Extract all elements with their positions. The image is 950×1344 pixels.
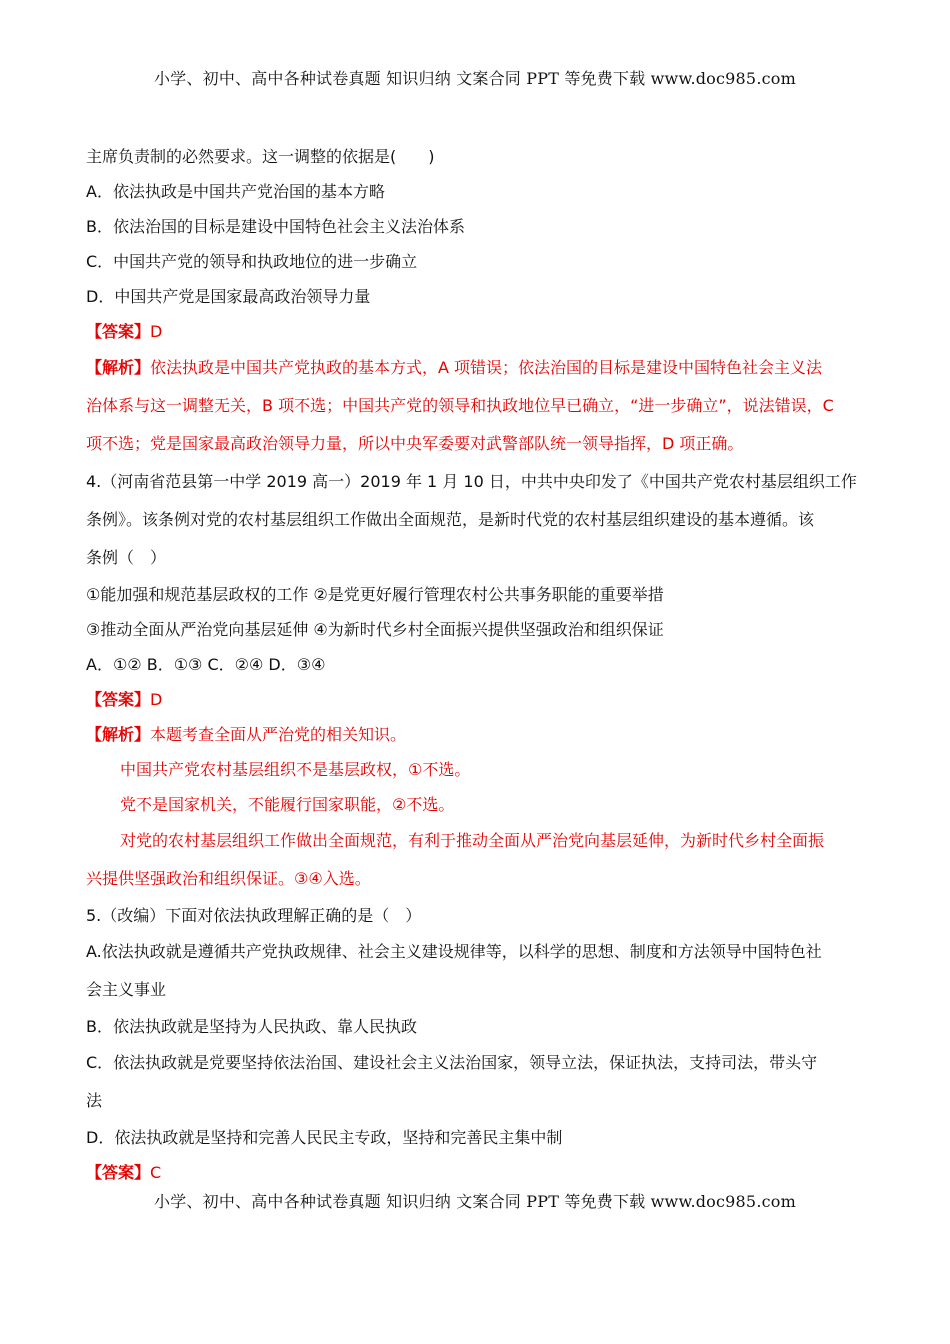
q4-analysis-line-1 <box>86 717 866 752</box>
q4-answer-value: D <box>150 690 163 709</box>
q3-answer-value: D <box>150 322 163 341</box>
q5-option-a-line-1: A.依法执政就是遵循共产党执政规律、社会主义建设规律等，以科学的思想、制度和方法领导中国特色社 <box>86 942 822 961</box>
q4-stem-line-1: 4.（河南省范县第一中学 2019 高一）2019 年 1 月 10 日，中共中央印发了《中国共产党农村基层组织工作 <box>86 472 857 491</box>
q3-stem-tail: 主席负责制的必然要求。这一调整的依据是( ) <box>86 147 435 166</box>
q5-stem: 5.（改编）下面对依法执政理解正确的是（ ） <box>86 906 422 925</box>
q3-answer-label: 【答案】 <box>86 322 151 341</box>
q4-statements-1: ①能加强和规范基层政权的工作 ②是党更好履行管理农村公共事务职能的重要举措 <box>86 585 664 604</box>
q4-analysis-line-4: 对党的农村基层组织工作做出全面规范，有利于推动全面从严治党向基层延伸，为新时代乡村全面振 <box>120 831 825 850</box>
q5-answer-label: 【答案】 <box>86 1163 151 1182</box>
q4-analysis-line-5: 兴提供坚强政治和组织保证。③④入选。 <box>86 869 371 888</box>
document-body <box>86 139 866 1190</box>
q3-answer <box>86 314 866 349</box>
q5-answer-value: C <box>150 1163 162 1182</box>
q5-option-a-line-2: 会主义事业 <box>86 980 167 999</box>
q3-option-c: C．中国共产党的领导和执政地位的进一步确立 <box>86 252 418 271</box>
q3-option-b: B．依法治国的目标是建设中国特色社会主义法治体系 <box>86 217 465 236</box>
q4-options: A．①② B．①③ C．②④ D．③④ <box>86 655 326 674</box>
q5-option-d: D．依法执政就是坚持和完善人民民主专政，坚持和完善民主集中制 <box>86 1128 563 1147</box>
q3-option-d: D．中国共产党是国家最高政治领导力量 <box>86 287 371 306</box>
q4-answer-label: 【答案】 <box>86 690 151 709</box>
q4-stem-line-3: 条例（ ） <box>86 548 167 567</box>
q5-answer <box>86 1155 866 1190</box>
q4-analysis-label: 【解析】 <box>86 725 151 744</box>
q4-stem-line-2: 条例》。该条例对党的农村基层组织工作做出全面规范，是新时代党的农村基层组织建设的基本遵循。该 <box>86 510 815 529</box>
q3-analysis-text-1: 依法执政是中国共产党执政的基本方式，A 项错误；依法治国的目标是建设中国特色社会主义法 <box>150 358 823 377</box>
q3-option-a: A．依法执政是中国共产党治国的基本方略 <box>86 182 385 201</box>
page-footer: 小学、初中、高中各种试卷真题 知识归纳 文案合同 PPT 等免费下载 www.doc985.com <box>154 1192 796 1211</box>
q4-analysis-line-3: 党不是国家机关，不能履行国家职能，②不选。 <box>120 795 455 814</box>
q5-option-c-line-2: 法 <box>86 1091 103 1110</box>
q3-analysis-line-3: 项不选；党是国家最高政治领导力量，所以中央军委要对武警部队统一领导指挥，D 项正确。 <box>86 434 744 453</box>
q4-analysis-line-2: 中国共产党农村基层组织不是基层政权，①不选。 <box>120 760 471 779</box>
q3-analysis-line-2: 治体系与这一调整无关，B 项不选；中国共产党的领导和执政地位早已确立，“进一步确立”，说法错误，C <box>86 396 834 415</box>
q3-analysis-label: 【解析】 <box>86 358 151 377</box>
q5-option-b: B．依法执政就是坚持为人民执政、靠人民执政 <box>86 1017 417 1036</box>
q3-analysis-line-1 <box>86 349 866 387</box>
q4-statements-2: ③推动全面从严治党向基层延伸 ④为新时代乡村全面振兴提供坚强政治和组织保证 <box>86 620 664 639</box>
q5-option-c-line-1: C．依法执政就是党要坚持依法治国、建设社会主义法治国家，领导立法，保证执法，支持司法，带头守 <box>86 1053 818 1072</box>
q4-analysis-text-1: 本题考查全面从严治党的相关知识。 <box>150 725 407 744</box>
page-header: 小学、初中、高中各种试卷真题 知识归纳 文案合同 PPT 等免费下载 www.doc985.com <box>154 69 796 88</box>
q4-answer <box>86 682 866 717</box>
